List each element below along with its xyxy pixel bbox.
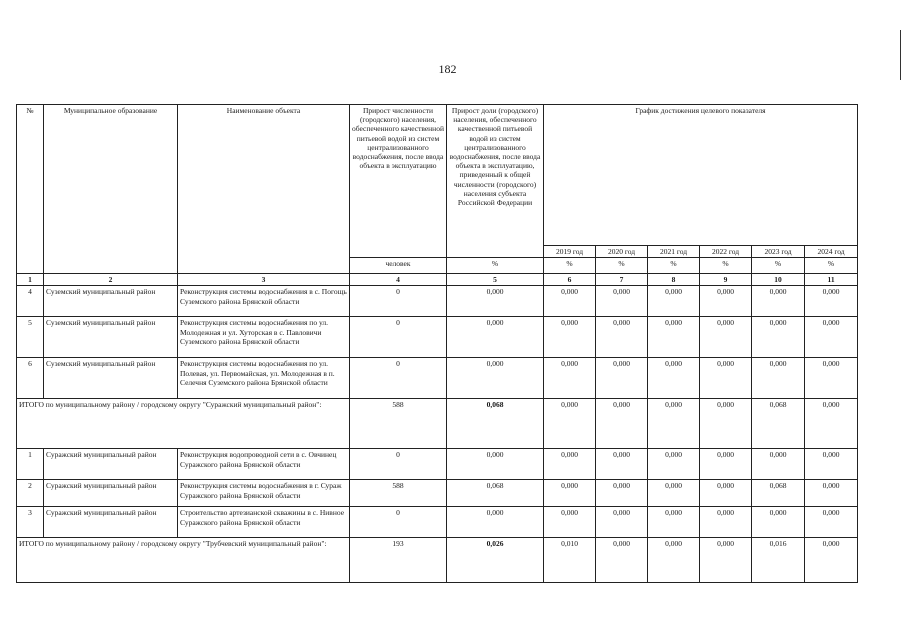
total-year-value: 0,000 bbox=[648, 399, 700, 449]
table-row bbox=[17, 317, 858, 358]
unit-percent: % bbox=[596, 258, 648, 274]
row-year-value: 0,000 bbox=[752, 449, 805, 480]
row-object: Реконструкция системы водоснабжения в г. Сураж Суражского района Брянской области bbox=[178, 480, 350, 507]
row-share: 0,000 bbox=[447, 286, 544, 317]
col-number: 11 bbox=[805, 274, 858, 286]
header-year: 2023 год bbox=[752, 246, 805, 258]
col-number: 8 bbox=[648, 274, 700, 286]
total-people: 588 bbox=[350, 399, 447, 449]
scan-edge-line bbox=[900, 30, 901, 80]
table-row bbox=[17, 358, 858, 399]
row-num: 6 bbox=[17, 358, 44, 399]
total-share: 0,026 bbox=[447, 538, 544, 583]
total-people: 193 bbox=[350, 538, 447, 583]
row-year-value: 0,000 bbox=[805, 449, 858, 480]
row-municipality: Суражский муниципальный район bbox=[44, 480, 178, 507]
row-num: 4 bbox=[17, 286, 44, 317]
row-year-value: 0,000 bbox=[648, 317, 700, 358]
col-number: 5 bbox=[447, 274, 544, 286]
row-year-value: 0,000 bbox=[544, 358, 596, 399]
unit-percent: % bbox=[447, 258, 544, 274]
total-year-value: 0,000 bbox=[596, 399, 648, 449]
col-number: 4 bbox=[350, 274, 447, 286]
row-object: Реконструкция системы водоснабжения по ул. Молодежная и ул. Хуторская в с. Павловичи Суземского района Брянской области bbox=[178, 317, 350, 358]
col-number: 6 bbox=[544, 274, 596, 286]
page-number: 182 bbox=[438, 62, 457, 76]
total-year-value: 0,000 bbox=[805, 538, 858, 583]
table-row bbox=[17, 286, 858, 317]
total-year-value: 0,016 bbox=[752, 538, 805, 583]
header-row-main bbox=[17, 105, 858, 246]
total-year-value: 0,068 bbox=[752, 399, 805, 449]
row-share: 0,000 bbox=[447, 507, 544, 538]
row-year-value: 0,000 bbox=[648, 358, 700, 399]
total-label: ИТОГО по муниципальному району / городскому округу "Суражский муниципальный район": bbox=[17, 399, 350, 449]
total-year-value: 0,000 bbox=[596, 538, 648, 583]
row-year-value: 0,000 bbox=[700, 480, 752, 507]
row-year-value: 0,000 bbox=[805, 358, 858, 399]
unit-people: человек bbox=[350, 258, 447, 274]
total-year-value: 0,000 bbox=[805, 399, 858, 449]
row-year-value: 0,000 bbox=[596, 358, 648, 399]
row-year-value: 0,000 bbox=[700, 286, 752, 317]
table-row bbox=[17, 507, 858, 538]
row-year-value: 0,000 bbox=[700, 317, 752, 358]
row-year-value: 0,000 bbox=[544, 480, 596, 507]
total-share: 0,068 bbox=[447, 399, 544, 449]
unit-percent: % bbox=[752, 258, 805, 274]
row-year-value: 0,000 bbox=[648, 507, 700, 538]
row-year-value: 0,000 bbox=[544, 449, 596, 480]
total-year-value: 0,000 bbox=[700, 538, 752, 583]
header-schedule: График достижения целевого показателя bbox=[544, 105, 858, 246]
row-share: 0,068 bbox=[447, 480, 544, 507]
header-municipality: Муниципальное образование bbox=[44, 105, 178, 274]
row-municipality: Суземский муниципальный район bbox=[44, 286, 178, 317]
row-share: 0,000 bbox=[447, 317, 544, 358]
row-share: 0,000 bbox=[447, 449, 544, 480]
row-object: Строительство артезианской скважины в с. Нивное Суражского района Брянской области bbox=[178, 507, 350, 538]
total-row bbox=[17, 399, 858, 449]
row-people: 0 bbox=[350, 286, 447, 317]
header-year: 2020 год bbox=[596, 246, 648, 258]
row-year-value: 0,000 bbox=[805, 507, 858, 538]
row-municipality: Суражский муниципальный район bbox=[44, 507, 178, 538]
total-row bbox=[17, 538, 858, 583]
unit-percent: % bbox=[648, 258, 700, 274]
row-people: 0 bbox=[350, 449, 447, 480]
row-year-value: 0,000 bbox=[648, 449, 700, 480]
row-year-value: 0,000 bbox=[752, 317, 805, 358]
col-number: 7 bbox=[596, 274, 648, 286]
row-people: 0 bbox=[350, 507, 447, 538]
total-year-value: 0,000 bbox=[544, 399, 596, 449]
row-year-value: 0,068 bbox=[752, 480, 805, 507]
header-year: 2019 год bbox=[544, 246, 596, 258]
row-num: 3 bbox=[17, 507, 44, 538]
target-indicator-table bbox=[16, 104, 858, 583]
table-row bbox=[17, 449, 858, 480]
col-number: 3 bbox=[178, 274, 350, 286]
column-number-row bbox=[17, 274, 858, 286]
row-num: 1 bbox=[17, 449, 44, 480]
row-year-value: 0,000 bbox=[752, 507, 805, 538]
row-object: Реконструкция системы водоснабжения по ул. Полевая, ул. Первомайская, ул. Молодежная в п. Селечня Суземского района Брянской области bbox=[178, 358, 350, 399]
row-year-value: 0,000 bbox=[596, 286, 648, 317]
total-year-value: 0,000 bbox=[700, 399, 752, 449]
header-year: 2022 год bbox=[700, 246, 752, 258]
row-year-value: 0,000 bbox=[700, 449, 752, 480]
table-row bbox=[17, 480, 858, 507]
header-num: № bbox=[17, 105, 44, 274]
row-year-value: 0,000 bbox=[752, 358, 805, 399]
col-number: 10 bbox=[752, 274, 805, 286]
row-year-value: 0,000 bbox=[596, 317, 648, 358]
row-num: 5 bbox=[17, 317, 44, 358]
col-number: 9 bbox=[700, 274, 752, 286]
row-year-value: 0,000 bbox=[805, 286, 858, 317]
row-year-value: 0,000 bbox=[544, 317, 596, 358]
row-year-value: 0,000 bbox=[544, 507, 596, 538]
row-year-value: 0,000 bbox=[596, 480, 648, 507]
header-year: 2024 год bbox=[805, 246, 858, 258]
row-object: Реконструкция водопроводной сети в с. Овчинец Суражского района Брянской области bbox=[178, 449, 350, 480]
header-population-growth: Прирост численности (городского) населения, обеспеченного качественной питьевой водой из систем централизованного водоснабжения, после ввода объекта в эксплуатацию bbox=[350, 105, 447, 258]
col-number: 2 bbox=[44, 274, 178, 286]
row-year-value: 0,000 bbox=[805, 317, 858, 358]
header-object: Наименование объекта bbox=[178, 105, 350, 274]
row-municipality: Суземский муниципальный район bbox=[44, 317, 178, 358]
row-year-value: 0,000 bbox=[805, 480, 858, 507]
row-year-value: 0,000 bbox=[700, 358, 752, 399]
header-year: 2021 год bbox=[648, 246, 700, 258]
row-year-value: 0,000 bbox=[752, 286, 805, 317]
total-year-value: 0,010 bbox=[544, 538, 596, 583]
header-share-growth: Прирост доли (городского) населения, обеспеченного качественной питьевой водой из систем централизованного водоснабжения, после ввода объекта в эксплуатацию, приведенный к общей численности (городского) населения субъекта Российской Федерации bbox=[447, 105, 544, 258]
col-number: 1 bbox=[17, 274, 44, 286]
row-people: 0 bbox=[350, 317, 447, 358]
total-label: ИТОГО по муниципальному району / городскому округу "Трубчевский муниципальный район": bbox=[17, 538, 350, 583]
unit-percent: % bbox=[544, 258, 596, 274]
unit-percent: % bbox=[805, 258, 858, 274]
row-municipality: Суражский муниципальный район bbox=[44, 449, 178, 480]
unit-percent: % bbox=[700, 258, 752, 274]
row-year-value: 0,000 bbox=[700, 507, 752, 538]
row-municipality: Суземский муниципальный район bbox=[44, 358, 178, 399]
row-year-value: 0,000 bbox=[544, 286, 596, 317]
row-year-value: 0,000 bbox=[648, 480, 700, 507]
row-people: 0 bbox=[350, 358, 447, 399]
row-people: 588 bbox=[350, 480, 447, 507]
row-year-value: 0,000 bbox=[596, 507, 648, 538]
total-year-value: 0,000 bbox=[648, 538, 700, 583]
row-share: 0,000 bbox=[447, 358, 544, 399]
row-year-value: 0,000 bbox=[648, 286, 700, 317]
row-num: 2 bbox=[17, 480, 44, 507]
row-object: Реконструкция системы водоснабжения в с. Погощь Суземского района Брянской области bbox=[178, 286, 350, 317]
row-year-value: 0,000 bbox=[596, 449, 648, 480]
